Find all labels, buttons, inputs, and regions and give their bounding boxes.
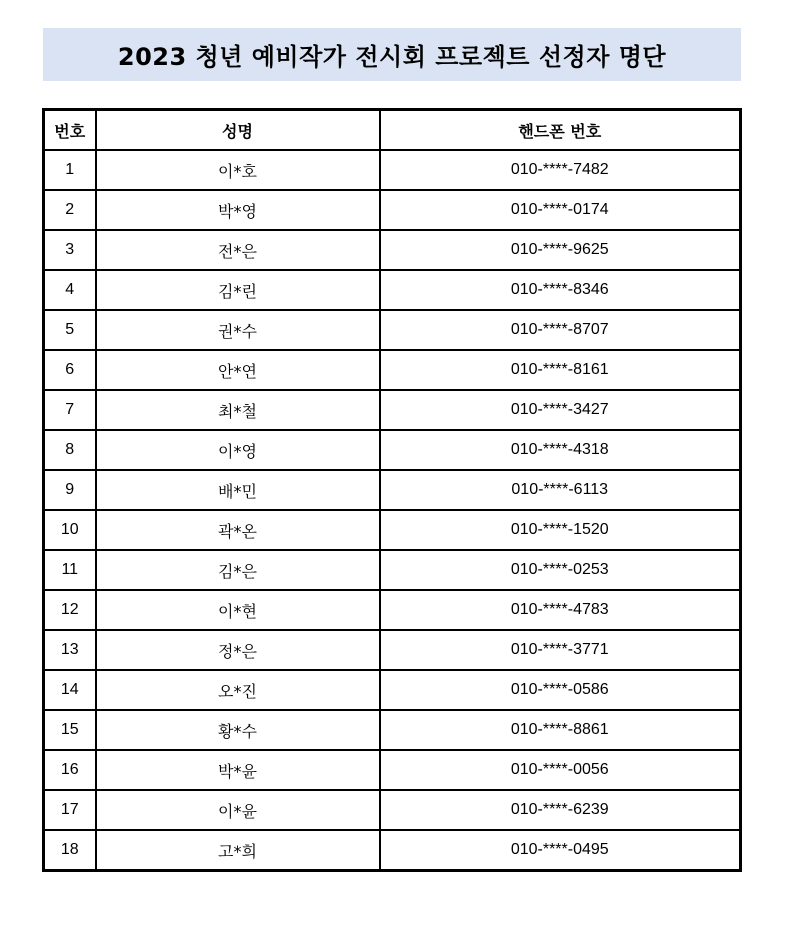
- table-row: [44, 710, 741, 750]
- row-number: 10: [44, 510, 96, 550]
- table-row: [44, 830, 741, 871]
- row-name: 권*수: [96, 310, 380, 350]
- row-number: 16: [44, 750, 96, 790]
- row-phone: 010-****-8161: [380, 350, 741, 390]
- header-number: 번호: [44, 110, 96, 151]
- row-phone: 010-****-8707: [380, 310, 741, 350]
- table-row: [44, 270, 741, 310]
- row-number: 13: [44, 630, 96, 670]
- row-phone: 010-****-7482: [380, 150, 741, 190]
- row-name: 고*희: [96, 830, 380, 871]
- row-number: 2: [44, 190, 96, 230]
- table-row: [44, 550, 741, 590]
- table-row: [44, 150, 741, 190]
- row-phone: 010-****-3427: [380, 390, 741, 430]
- row-name: 배*민: [96, 470, 380, 510]
- row-phone: 010-****-1520: [380, 510, 741, 550]
- row-number: 1: [44, 150, 96, 190]
- row-number: 15: [44, 710, 96, 750]
- row-name: 정*은: [96, 630, 380, 670]
- row-name: 김*린: [96, 270, 380, 310]
- row-name: 황*수: [96, 710, 380, 750]
- table-body: [44, 150, 741, 871]
- row-phone: 010-****-0586: [380, 670, 741, 710]
- row-phone: 010-****-6239: [380, 790, 741, 830]
- table-row: [44, 790, 741, 830]
- row-phone: 010-****-0495: [380, 830, 741, 871]
- table-row: [44, 390, 741, 430]
- row-phone: 010-****-9625: [380, 230, 741, 270]
- row-number: 17: [44, 790, 96, 830]
- row-name: 이*영: [96, 430, 380, 470]
- row-name: 오*진: [96, 670, 380, 710]
- row-number: 6: [44, 350, 96, 390]
- row-number: 11: [44, 550, 96, 590]
- table-header-row: [44, 110, 741, 151]
- row-number: 12: [44, 590, 96, 630]
- row-name: 최*철: [96, 390, 380, 430]
- row-number: 5: [44, 310, 96, 350]
- table-row: [44, 670, 741, 710]
- row-number: 8: [44, 430, 96, 470]
- row-number: 9: [44, 470, 96, 510]
- row-name: 전*은: [96, 230, 380, 270]
- row-phone: 010-****-6113: [380, 470, 741, 510]
- row-name: 박*영: [96, 190, 380, 230]
- title-banner: [43, 28, 741, 81]
- table-row: [44, 630, 741, 670]
- row-number: 7: [44, 390, 96, 430]
- table-row: [44, 470, 741, 510]
- row-phone: 010-****-8861: [380, 710, 741, 750]
- row-phone: 010-****-4783: [380, 590, 741, 630]
- row-name: 김*은: [96, 550, 380, 590]
- table-row: [44, 750, 741, 790]
- row-phone: 010-****-0253: [380, 550, 741, 590]
- page-title: 2023 청년 예비작가 전시회 프로젝트 선정자 명단: [117, 43, 667, 71]
- row-phone: 010-****-3771: [380, 630, 741, 670]
- row-phone: 010-****-4318: [380, 430, 741, 470]
- row-name: 안*연: [96, 350, 380, 390]
- selectee-table: [42, 108, 742, 872]
- table-row: [44, 230, 741, 270]
- row-name: 이*윤: [96, 790, 380, 830]
- header-name: 성명: [96, 110, 380, 151]
- row-phone: 010-****-0174: [380, 190, 741, 230]
- header-phone: 핸드폰 번호: [380, 110, 741, 151]
- table-row: [44, 310, 741, 350]
- row-number: 4: [44, 270, 96, 310]
- row-name: 이*호: [96, 150, 380, 190]
- row-phone: 010-****-8346: [380, 270, 741, 310]
- row-name: 이*현: [96, 590, 380, 630]
- row-name: 곽*온: [96, 510, 380, 550]
- row-phone: 010-****-0056: [380, 750, 741, 790]
- table-row: [44, 430, 741, 470]
- table-row: [44, 510, 741, 550]
- row-number: 18: [44, 830, 96, 871]
- table-row: [44, 350, 741, 390]
- table-row: [44, 590, 741, 630]
- row-number: 3: [44, 230, 96, 270]
- table-row: [44, 190, 741, 230]
- row-number: 14: [44, 670, 96, 710]
- row-name: 박*윤: [96, 750, 380, 790]
